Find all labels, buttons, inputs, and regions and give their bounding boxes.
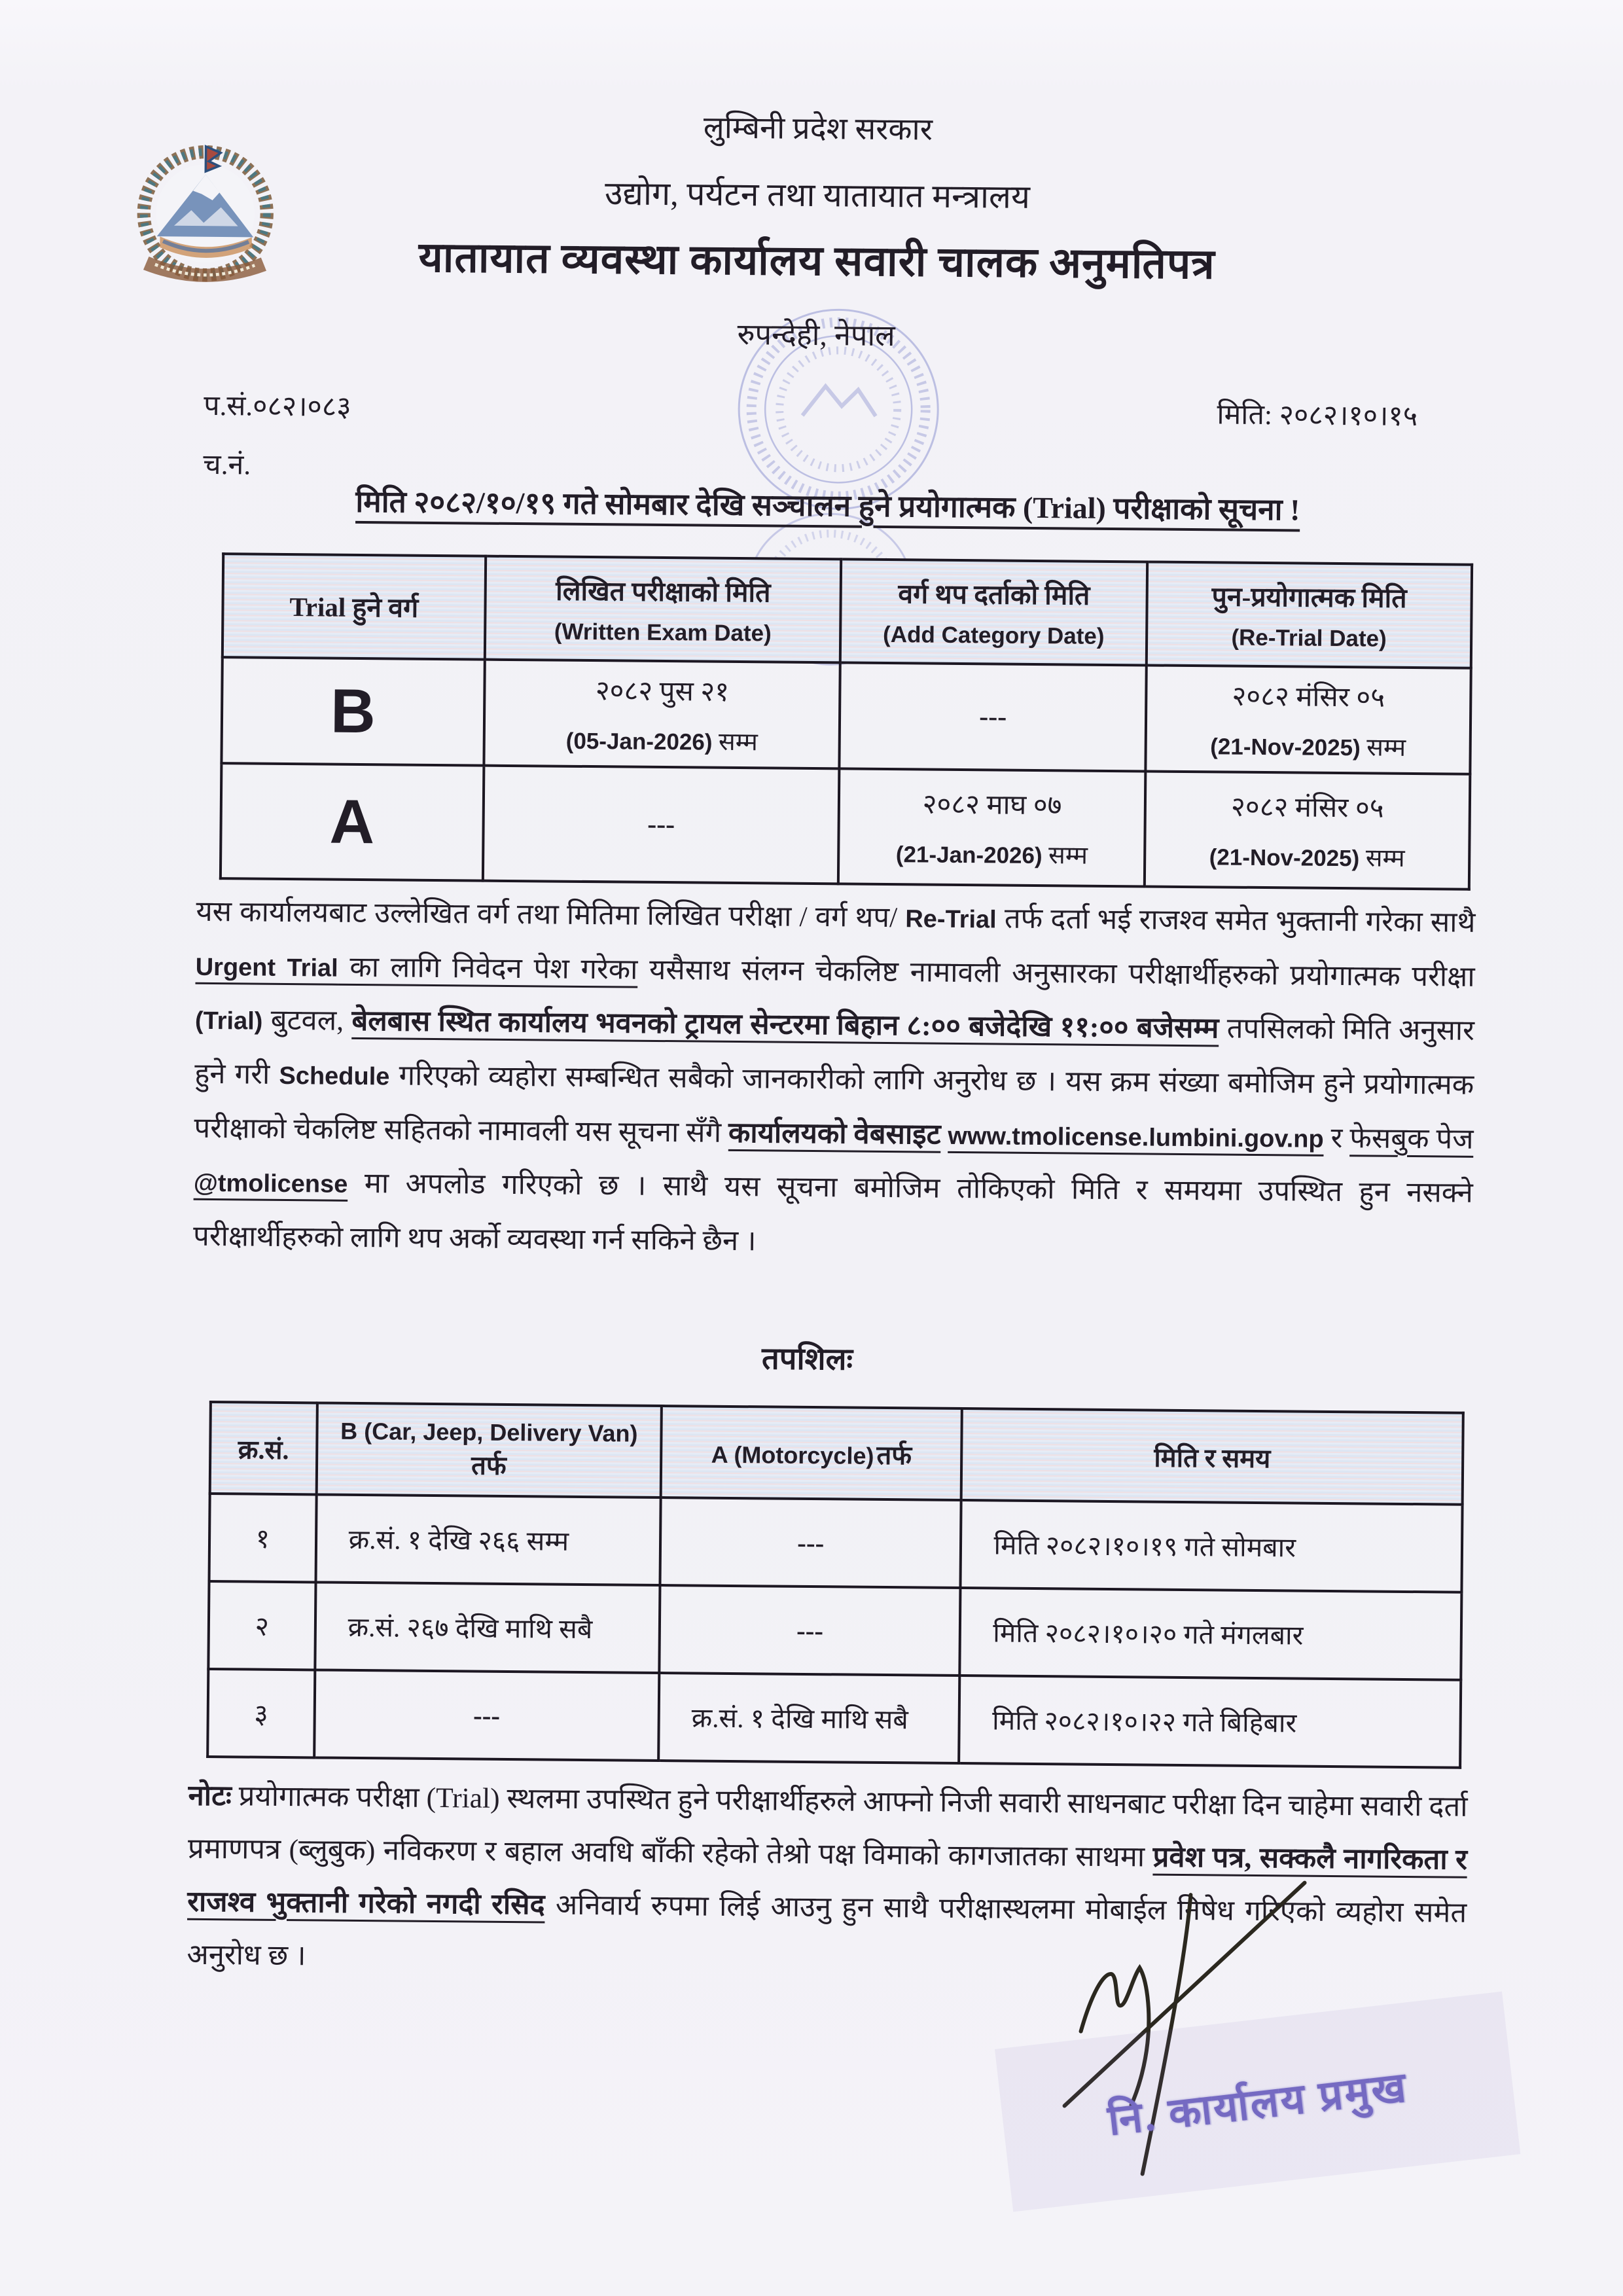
cell-b-range-1: क्र.सं. १ देखि २६६ सम्म (315, 1494, 660, 1585)
header-add-category-date: वर्ग थप दर्ताको मिति (Add Category Date) (840, 559, 1147, 665)
office-title: यातायात व्यवस्था कार्यालय सवारी चालक अनुमतिपत्र (418, 234, 1215, 288)
body-text: बुटवल, (262, 1004, 352, 1037)
body-text: यसैसाथ संलग्न चेकलिष्ट नामावली अनुसारका परीक्षार्थीहरुको प्रयोगात्मक परीक्षा (637, 954, 1475, 993)
issue-date: मिति: २०८२।१०।१५ (1217, 399, 1418, 433)
header-date-time: मिति र समय (961, 1408, 1463, 1505)
reference-number: प.सं.०८२।०८३ (203, 390, 351, 423)
ministry-name: उद्योग, पर्यटन तथा यातायात मन्त्रालय (604, 175, 1031, 215)
tapshil-heading: तपशिलः (761, 1342, 853, 1377)
schedule-row-3 (207, 1669, 1461, 1768)
cell-a-range-3: क्र.सं. १ देखि माथि सबै (658, 1673, 960, 1763)
cell-add-date-b: --- (840, 662, 1147, 771)
note-text: प्रवेश पत्र, सक्कलै नागरिकता र राजश्व भुक्तानी गरेको नगदी रसिद (187, 1841, 1468, 1921)
daily-schedule-table (206, 1401, 1465, 1769)
note-text: प्रयोगात्मक परीक्षा (Trial) स्थलमा उपस्थित हुने परीक्षार्थीहरुले आफ्नो निजी सवारी साधनबाट परीक्षा दिन चाहेमा सवारी दर्ता प्रमाणपत्र (ब्लुबुक) नविकरण र बहाल अवधि बाँकी रहेको तेश्रो पक्ष विमाको कागजातका साथमा (187, 1780, 1468, 1873)
body-text: तर्फ दर्ता भई राजश्व समेत भुक्तानी गरेका साथै (996, 903, 1476, 939)
notice-subject: मिति २०८२/१०/१९ गते सोमबार देखि सञ्चालन हुने प्रयोगात्मक (Trial) परीक्षाको सूचना ! (355, 484, 1300, 527)
cell-retrial-date-a: २०८२ मंसिर ०५ (21-Nov-2025) सम्म (1145, 771, 1471, 889)
header-written-exam-date: लिखित परीक्षाको मिति (Written Exam Date) (484, 556, 841, 663)
cell-sn-1: १ (209, 1494, 317, 1582)
cell-written-date-b: २०८२ पुस २१ (05-Jan-2026) सम्म (484, 660, 840, 769)
body-text (940, 1119, 948, 1150)
note-text: अनिवार्य रुपमा लिई आउनु हुन साथै परीक्षास्थलमा मोबाईल निषेध गरिएको व्यहोरा समेत अनुरोध छ । (187, 1889, 1467, 1972)
body-text: र (1323, 1122, 1350, 1154)
body-text: फेसबुक पेज (1349, 1122, 1474, 1155)
trial-table-header-row (223, 554, 1472, 668)
cell-written-date-a: --- (483, 766, 840, 884)
body-text: बेलबास स्थित कार्यालय भवनको ट्रायल सेन्टरमा बिहान ८:०० बजेदेखि ११:०० बजेसम्म (351, 1005, 1219, 1045)
schedule-row-2 (208, 1581, 1461, 1680)
cell-a-range-1: --- (660, 1498, 962, 1588)
cell-category-a: A (221, 763, 484, 880)
body-text: गरिएको व्यहोरा सम्बन्धित सबैको जानकारीको लागि अनुरोध छ । यस क्रम संख्या बमोजिम हुने प्रयोगात्मक परीक्षाको चेकलिष्ट सहितको नामावली यस सूचना सँगै (194, 1060, 1474, 1149)
header-trial-category: Trial हुने वर्ग (223, 554, 486, 659)
body-text: (Trial) (194, 1007, 263, 1035)
cell-date-1: मिति २०८२।१०।१९ गते सोमबार (961, 1500, 1463, 1592)
website-url: www.tmolicense.lumbini.gov.np (948, 1122, 1324, 1153)
government-name: लुम्बिनी प्रदेश सरकार (703, 111, 933, 147)
body-text: का लागि निवेदन पेश गरेका (338, 951, 638, 986)
cell-date-3: मिति २०८२।१०।२२ गते बिहिबार (959, 1676, 1461, 1768)
schedule-header-row (210, 1402, 1463, 1505)
note-label: नोटः (188, 1780, 239, 1812)
cell-date-2: मिति २०८२।१०।२० गते मंगलबार (960, 1588, 1462, 1680)
body-text: Urgent Trial (195, 953, 338, 982)
trial-table (219, 552, 1473, 891)
body-text: Schedule (279, 1062, 390, 1091)
office-location: रुपन्देही, नेपाल (737, 317, 895, 353)
cell-a-range-2: --- (659, 1585, 961, 1676)
facebook-handle: @tmolicense (193, 1169, 348, 1199)
header-category-b: B (Car, Jeep, Delivery Van) तर्फ (316, 1403, 662, 1498)
header-category-a: A (Motorcycle) तर्फ (661, 1406, 963, 1500)
cell-b-range-2: क्र.सं. २६७ देखि माथि सबै (315, 1582, 660, 1673)
dispatch-number: च.नं. (203, 449, 251, 481)
body-text: यस कार्यालयबाट उल्लेखित वर्ग तथा मितिमा लिखित परीक्षा / वर्ग थप/ (196, 895, 906, 934)
body-text: तपसिलको मिति अनुसार हुने गरी (194, 1013, 1475, 1090)
notice-body-paragraph (193, 885, 1476, 1275)
cell-retrial-date-b: २०८२ मंसिर ०५ (21-Nov-2025) सम्म (1145, 665, 1471, 774)
header-retrial-date: पुन-प्रयोगात्मक मिति (Re-Trial Date) (1147, 562, 1472, 668)
trial-table-row-a (221, 763, 1470, 889)
body-text: Re-Trial (905, 905, 997, 934)
body-text: कार्यालयको वेबसाइट (728, 1117, 941, 1151)
body-text: मा अपलोड गरिएको छ । साथै यस सूचना बमोजिम तोकिएको मिति र समयमा उपस्थित हुन नसक्ने परीक्षार्थीहरुको लागि थप अर्को व्यवस्था गर्न सकिने छैन । (192, 1168, 1473, 1257)
cell-category-b: B (221, 657, 484, 765)
trial-table-row-b (221, 657, 1471, 774)
schedule-row-1 (209, 1494, 1463, 1592)
cell-b-range-3: --- (314, 1670, 659, 1761)
cell-sn-3: ३ (207, 1669, 315, 1757)
header-serial-number: क्र.सं. (210, 1402, 317, 1494)
cell-sn-2: २ (208, 1581, 315, 1670)
cell-add-date-a: २०८२ माघ ०७ (21-Jan-2026) सम्म (838, 768, 1145, 886)
office-chief-stamp-text: नि. कार्यालय प्रमुख (1105, 2063, 1410, 2144)
